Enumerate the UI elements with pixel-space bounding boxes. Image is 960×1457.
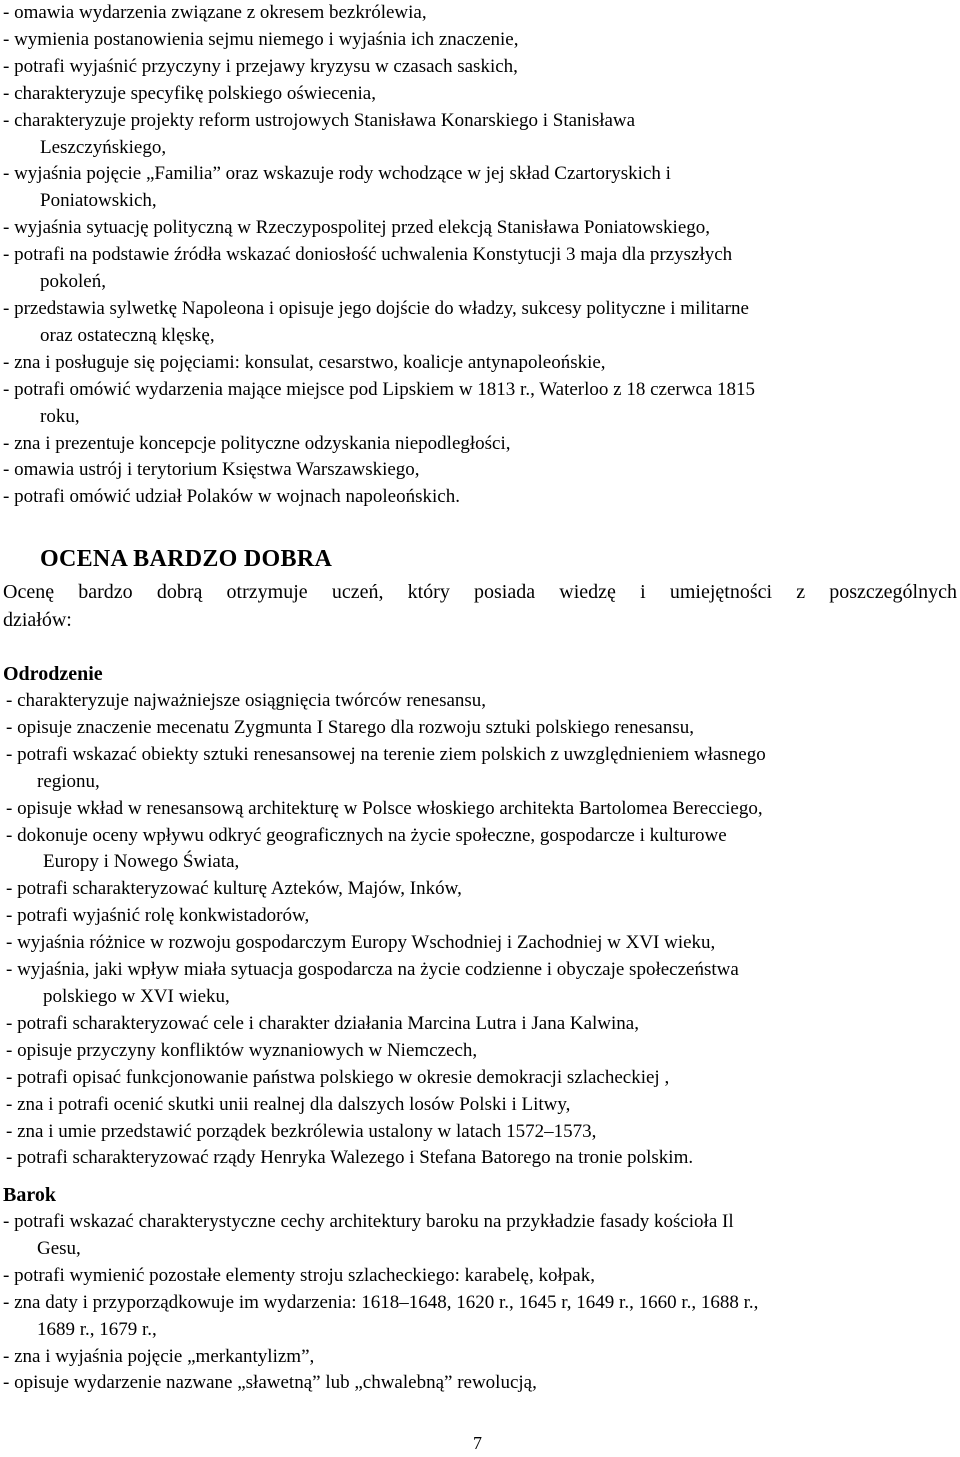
list-item	[3, 242, 955, 296]
list-item	[3, 1209, 958, 1263]
list-item	[3, 81, 955, 108]
list-item	[3, 457, 955, 484]
list-item	[6, 930, 956, 957]
list-item-text: - charakteryzuje projekty reform ustrojowych Stanisława Konarskiego i Stanisława	[3, 109, 636, 131]
list-item-continuation: Leszczyńskiego,	[40, 136, 167, 158]
list-item-continuation: regionu,	[37, 770, 100, 792]
list-item-text: - wymienia postanowienia sejmu niemego i wyjaśnia ich znaczenie,	[3, 28, 519, 50]
list-item	[6, 1038, 956, 1065]
list-item-text: - wyjaśnia różnice w rozwoju gospodarczym Europy Wschodniej i Zachodniej w XVI wieku,	[6, 932, 716, 954]
list-item	[6, 823, 956, 877]
list-item-text: - potrafi omówić wydarzenia mające miejsce pod Lipskiem w 1813 r., Waterloo z 18 czerwca 1815	[3, 378, 756, 400]
list-item	[3, 1290, 958, 1344]
list-item-text: - zna i wyjaśnia pojęcie „merkantylizm”,	[3, 1345, 315, 1367]
list-item-continuation: 1689 r., 1679 r.,	[37, 1318, 157, 1340]
list-item	[6, 742, 956, 796]
list-item-text: - wyjaśnia, jaki wpływ miała sytuacja gospodarcza na życie codzienne i obyczaje społeczeństwa	[6, 959, 739, 981]
list-item-text: - opisuje wkład w renesansową architekturę w Polsce włoskiego architekta Bartolomea Berecciego,	[6, 797, 763, 819]
list-item	[3, 1370, 958, 1397]
list-item	[3, 161, 955, 215]
list-item-text: - zna daty i przyporządkowuje im wydarzenia: 1618‒1648, 1620 r., 1645 r, 1649 r., 1660 r., 1688 r.,	[3, 1291, 759, 1313]
list-item	[6, 1145, 956, 1172]
list-item-text: - opisuje wydarzenie nazwane „sławetną” lub „chwalebną” rewolucją,	[3, 1372, 537, 1394]
list-item-continuation: Poniatowskich,	[40, 190, 157, 212]
list-item	[3, 484, 955, 511]
list-item	[6, 688, 956, 715]
list-item	[3, 215, 955, 242]
list-item-text: - przedstawia sylwetkę Napoleona i opisuje jego dojście do władzy, sukcesy polityczne i militarne	[3, 297, 749, 319]
list-item-continuation: Europy i Nowego Świata,	[43, 851, 240, 873]
odrodzenie-requirements-list	[6, 688, 956, 1172]
intro-line-2: działów:	[3, 609, 72, 631]
grade-heading: OCENA BARDZO DOBRA	[40, 546, 333, 572]
list-item-text: - zna i prezentuje koncepcje polityczne odzyskania niepodległości,	[3, 432, 511, 454]
list-item-text: - potrafi na podstawie źródła wskazać doniosłość uchwalenia Konstytucji 3 maja dla przyszłych	[3, 244, 733, 266]
list-item-text: - charakteryzuje specyfikę polskiego oświecenia,	[3, 82, 376, 104]
list-item-text: - wyjaśnia sytuację polityczną w Rzeczypospolitej przed elekcją Stanisława Poniatowskiego,	[3, 217, 711, 239]
list-item	[3, 296, 955, 350]
list-item	[6, 957, 956, 1011]
list-item	[3, 1344, 958, 1371]
list-item-text: - potrafi wymienić pozostałe elementy stroju szlacheckiego: karabelę, kołpak,	[3, 1264, 595, 1286]
list-item-text: - omawia wydarzenia związane z okresem bezkrólewia,	[3, 2, 427, 23]
list-item-continuation: roku,	[40, 405, 80, 427]
list-item-text: - potrafi wyjaśnić rolę konkwistadorów,	[6, 905, 310, 927]
list-item	[6, 796, 956, 823]
list-item-text: - potrafi scharakteryzować rządy Henryka Walezego i Stefana Batorego na tronie polskim.	[6, 1147, 694, 1169]
list-item	[3, 431, 955, 458]
list-item-text: - zna i posługuje się pojęciami: konsulat, cesarstwo, koalicje antynapoleońskie,	[3, 351, 606, 373]
list-item	[6, 903, 956, 930]
list-item-text: - potrafi omówić udział Polaków w wojnach napoleońskich.	[3, 486, 460, 508]
list-item	[6, 1011, 956, 1038]
list-item-text: - potrafi scharakteryzować cele i charakter działania Marcina Lutra i Jana Kalwina,	[6, 1012, 639, 1034]
list-item-text: - opisuje znaczenie mecenatu Zygmunta I Starego dla rozwoju sztuki polskiego renesansu,	[6, 716, 694, 738]
list-item-text: - wyjaśnia pojęcie „Familia” oraz wskazuje rody wchodzące w jej skład Czartoryskich i	[3, 163, 671, 185]
list-item-text: - potrafi opisać funkcjonowanie państwa polskiego w okresie demokracji szlacheckiej ,	[6, 1066, 670, 1088]
list-item-continuation: Gesu,	[37, 1237, 81, 1259]
section-title-odrodzenie: Odrodzenie	[3, 663, 103, 685]
grade-intro-paragraph	[3, 578, 957, 634]
list-item	[6, 1065, 956, 1092]
list-item-text: - charakteryzuje najważniejsze osiągnięcia twórców renesansu,	[6, 690, 487, 711]
list-item	[3, 27, 955, 54]
list-item-text: - zna i umie przedstawić porządek bezkrólewia ustalony w latach 1572‒1573,	[6, 1120, 597, 1142]
requirements-list-continued	[3, 0, 955, 511]
list-item	[3, 54, 955, 81]
list-item	[6, 1119, 956, 1146]
list-item	[6, 1092, 956, 1119]
list-item	[6, 876, 956, 903]
list-item	[6, 715, 956, 742]
list-item-text: - potrafi scharakteryzować kulturę Azteków, Majów, Inków,	[6, 878, 462, 900]
list-item-continuation: pokoleń,	[40, 271, 106, 293]
list-item-text: - potrafi wyjaśnić przyczyny i przejawy kryzysu w czasach saskich,	[3, 55, 518, 77]
list-item	[3, 1263, 958, 1290]
list-item-text: - zna i potrafi ocenić skutki unii realnej dla dalszych losów Polski i Litwy,	[6, 1093, 571, 1115]
list-item-continuation: oraz ostateczną klęskę,	[40, 324, 215, 346]
list-item-text: - potrafi wskazać charakterystyczne cechy architektury baroku na przykładzie fasady kościoła Il	[3, 1211, 734, 1232]
list-item-text: - potrafi wskazać obiekty sztuki renesansowej na terenie ziem polskich z uwzględnieniem własnego	[6, 743, 766, 765]
page-number: 7	[473, 1433, 482, 1453]
list-item-continuation: polskiego w XVI wieku,	[43, 985, 230, 1007]
list-item-text: - opisuje przyczyny konfliktów wyznaniowych w Niemczech,	[6, 1039, 478, 1061]
section-title-barok: Barok	[3, 1184, 56, 1206]
barok-requirements-list	[3, 1209, 958, 1397]
list-item	[3, 108, 955, 162]
list-item	[3, 0, 955, 27]
intro-line-1: Ocenę bardzo dobrą otrzymuje uczeń, który posiada wiedzę i umiejętności z poszczególnych	[3, 581, 957, 603]
list-item-text: - omawia ustrój i terytorium Księstwa Warszawskiego,	[3, 459, 420, 481]
list-item	[3, 377, 955, 431]
list-item-text: - dokonuje oceny wpływu odkryć geograficznych na życie społeczne, gospodarcze i kulturowe	[6, 824, 727, 846]
list-item	[3, 350, 955, 377]
